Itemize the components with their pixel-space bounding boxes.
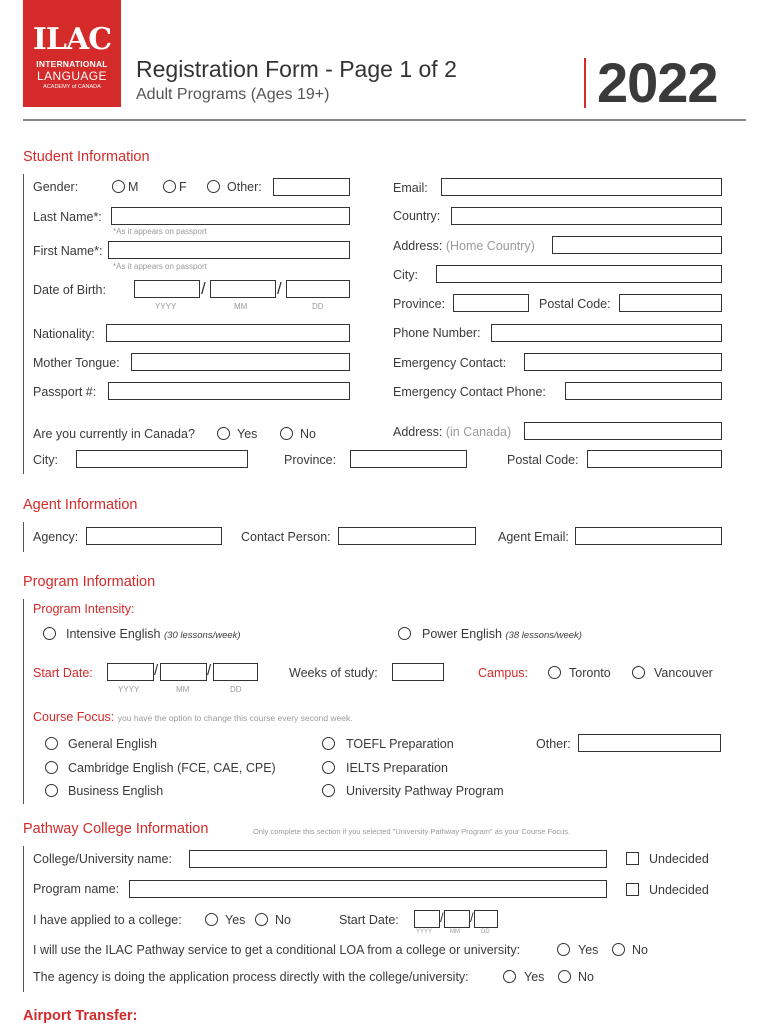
first-name-label: First Name*: (33, 244, 103, 258)
gender-other-label: Other: (227, 180, 262, 194)
pathway-section-line (23, 846, 24, 992)
passport-input[interactable] (108, 382, 350, 400)
pathway-note: Only complete this section if you selected "University Pathway Program" as your Course Focus. (253, 827, 571, 836)
intensive-english-text: Intensive English (66, 627, 161, 641)
cambridge-english-radio[interactable] (45, 761, 58, 774)
campus-label: Campus: (478, 666, 529, 680)
program-section-line (23, 599, 24, 804)
contact-person-input[interactable] (338, 527, 476, 545)
agent-email-label: Agent Email: (498, 530, 569, 544)
page-title: Registration Form - Page 1 of 2 (136, 56, 457, 82)
course-focus-label (33, 710, 353, 724)
power-english-note: (38 lessons/week) (505, 630, 582, 641)
dob-dd-label: DD (312, 302, 324, 311)
agency-direct-no-radio[interactable] (558, 970, 571, 983)
toefl-label: TOEFL Preparation (346, 737, 454, 751)
agency-direct-no-label: No (578, 970, 594, 984)
first-name-input[interactable] (108, 241, 350, 259)
course-focus-text: Course Focus: (33, 710, 115, 724)
logo-line1: INTERNATIONAL (36, 59, 108, 69)
university-pathway-label: University Pathway Program (346, 784, 504, 798)
in-canada-yes-radio[interactable] (217, 427, 230, 440)
ilac-service-no-label: No (632, 943, 648, 957)
canada-address-text: Address: (393, 425, 443, 439)
agent-section-line (23, 522, 24, 552)
last-name-note: *As it appears on passport (113, 227, 207, 236)
course-other-label: Other: (536, 737, 571, 751)
dob-label: Date of Birth: (33, 283, 106, 297)
ilac-service-label: I will use the ILAC Pathway service to get a conditional LOA from a college or university: (33, 943, 521, 957)
agency-direct-yes-radio[interactable] (503, 970, 516, 983)
airport-transfer-heading: Airport Transfer: (23, 1008, 138, 1024)
start-dd-label: DD (230, 685, 242, 694)
weeks-label: Weeks of study: (289, 666, 378, 680)
vancouver-label: Vancouver (654, 666, 713, 680)
power-english-radio[interactable] (398, 627, 411, 640)
gender-other-input[interactable] (273, 178, 350, 196)
gender-f-radio[interactable] (163, 180, 176, 193)
ielts-label: IELTS Preparation (346, 761, 448, 775)
power-english-text: Power English (422, 627, 502, 641)
program-name-input[interactable] (129, 880, 607, 898)
canada-postal-label: Postal Code: (507, 453, 579, 467)
pathway-start-label: Start Date: (339, 913, 399, 927)
dob-day-input[interactable] (286, 280, 350, 298)
vancouver-radio[interactable] (632, 666, 645, 679)
pathway-yyyy: YYYY (416, 929, 433, 935)
passport-label: Passport #: (33, 385, 97, 399)
program-intensity-label: Program Intensity: (33, 602, 135, 616)
canada-postal-input[interactable] (587, 450, 722, 468)
start-slash-2: / (207, 662, 212, 679)
ilac-service-no-radio[interactable] (612, 943, 625, 956)
home-province-input[interactable] (453, 294, 529, 312)
emergency-contact-label: Emergency Contact: (393, 356, 507, 370)
dob-mm-label: MM (234, 302, 248, 311)
gender-m-radio[interactable] (112, 180, 125, 193)
intensive-english-label (66, 627, 241, 641)
logo-mark: ILAC (32, 22, 112, 57)
pathway-start-month[interactable] (444, 910, 470, 928)
home-city-input[interactable] (436, 265, 722, 283)
start-date-label: Start Date: (33, 666, 93, 680)
in-canada-no-radio[interactable] (280, 427, 293, 440)
year: 2022 (597, 51, 718, 114)
applied-no-radio[interactable] (255, 913, 268, 926)
intensive-english-radio[interactable] (43, 627, 56, 640)
start-day-input[interactable] (213, 663, 258, 681)
general-english-radio[interactable] (45, 737, 58, 750)
student-info-heading: Student Information (23, 149, 150, 165)
agency-direct-yes-label: Yes (524, 970, 545, 984)
applied-college-label: I have applied to a college: (33, 913, 182, 927)
pathway-mm: MM (450, 929, 460, 935)
program-info-heading: Program Information (23, 574, 156, 590)
canada-address-input[interactable] (524, 422, 722, 440)
canada-address-label (393, 425, 511, 439)
in-canada-label: Are you currently in Canada? (33, 427, 195, 441)
canada-address-hint: (in Canada) (445, 425, 512, 439)
weeks-input[interactable] (392, 663, 444, 681)
dob-yyyy-label: YYYY (155, 302, 177, 311)
in-canada-yes-label: Yes (237, 427, 258, 441)
ielts-radio[interactable] (322, 761, 335, 774)
phone-input[interactable] (491, 324, 722, 342)
toefl-radio[interactable] (322, 737, 335, 750)
college-name-label: College/University name: (33, 852, 172, 866)
mother-tongue-input[interactable] (131, 353, 350, 371)
ilac-service-yes-label: Yes (578, 943, 599, 957)
country-input[interactable] (451, 207, 722, 225)
last-name-label: Last Name*: (33, 210, 102, 224)
canada-city-label: City: (33, 453, 58, 467)
start-year-input[interactable] (107, 663, 154, 681)
applied-yes-radio[interactable] (205, 913, 218, 926)
general-english-label: General English (68, 737, 157, 751)
home-postal-input[interactable] (619, 294, 722, 312)
nationality-label: Nationality: (33, 327, 95, 341)
header-rule (23, 119, 746, 121)
home-address-input[interactable] (552, 236, 722, 254)
gender-m-label: M (128, 180, 139, 194)
header-divider (584, 58, 586, 108)
canada-province-label: Province: (284, 453, 337, 467)
nationality-input[interactable] (106, 324, 350, 342)
emergency-phone-label: Emergency Contact Phone: (393, 385, 546, 399)
pathway-slash-1: / (440, 910, 444, 925)
email-label: Email: (393, 181, 428, 195)
home-address-hint: (Home Country) (445, 239, 535, 253)
program-undecided-checkbox[interactable] (626, 883, 639, 896)
start-yyyy-label: YYYY (118, 685, 140, 694)
emergency-contact-input[interactable] (524, 353, 722, 371)
start-mm-label: MM (176, 685, 190, 694)
university-pathway-radio[interactable] (322, 784, 335, 797)
pathway-start-day[interactable] (474, 910, 498, 928)
mother-tongue-label: Mother Tongue: (33, 356, 120, 370)
toronto-label: Toronto (569, 666, 611, 680)
gender-f-label: F (179, 180, 187, 194)
gender-label: Gender: (33, 180, 79, 194)
agency-input[interactable] (86, 527, 222, 545)
canada-province-input[interactable] (350, 450, 467, 468)
course-other-input[interactable] (578, 734, 721, 752)
in-canada-no-label: No (300, 427, 316, 441)
logo (23, 0, 121, 107)
intensive-english-note: (30 lessons/week) (164, 630, 241, 641)
agency-label: Agency: (33, 530, 79, 544)
home-city-label: City: (393, 268, 418, 282)
logo-line3: ACADEMY of CANADA (43, 84, 101, 90)
emergency-phone-input[interactable] (565, 382, 722, 400)
toronto-radio[interactable] (548, 666, 561, 679)
applied-yes-label: Yes (225, 913, 246, 927)
ilac-service-yes-radio[interactable] (557, 943, 570, 956)
business-english-radio[interactable] (45, 784, 58, 797)
dob-slash-2: / (277, 279, 282, 298)
pathway-dd: DD (481, 929, 490, 935)
home-address-label (393, 239, 535, 253)
college-name-input[interactable] (189, 850, 607, 868)
logo-line2: LANGUAGE (37, 69, 107, 83)
start-slash-1: / (154, 662, 159, 679)
program-undecided-label: Undecided (649, 883, 709, 897)
home-address-text: Address: (393, 239, 443, 253)
dob-slash-1: / (201, 279, 206, 298)
home-postal-label: Postal Code: (539, 297, 611, 311)
gender-other-radio[interactable] (207, 180, 220, 193)
cambridge-english-label: Cambridge English (FCE, CAE, CPE) (68, 761, 276, 775)
college-undecided-checkbox[interactable] (626, 852, 639, 865)
contact-person-label: Contact Person: (241, 530, 331, 544)
college-undecided-label: Undecided (649, 852, 709, 866)
program-name-label: Program name: (33, 882, 120, 896)
applied-no-label: No (275, 913, 291, 927)
student-section-line (23, 174, 24, 474)
agent-info-heading: Agent Information (23, 497, 138, 513)
first-name-note: *As it appears on passport (113, 262, 207, 271)
page-subtitle: Adult Programs (Ages 19+) (136, 86, 330, 103)
country-label: Country: (393, 209, 441, 223)
business-english-label: Business English (68, 784, 164, 798)
canada-city-input[interactable] (76, 450, 248, 468)
pathway-slash-2: / (470, 910, 474, 925)
dob-month-input[interactable] (210, 280, 276, 298)
pathway-start-year[interactable] (414, 910, 440, 928)
start-month-input[interactable] (160, 663, 207, 681)
pathway-heading: Pathway College Information (23, 821, 209, 837)
power-english-label (422, 627, 582, 641)
phone-label: Phone Number: (393, 326, 481, 340)
email-input[interactable] (441, 178, 722, 196)
course-focus-note: you have the option to change this course every second week. (117, 713, 353, 723)
agent-email-input[interactable] (575, 527, 722, 545)
home-province-label: Province: (393, 297, 446, 311)
agency-direct-label: The agency is doing the application process directly with the college/university: (33, 970, 469, 984)
dob-year-input[interactable] (134, 280, 200, 298)
last-name-input[interactable] (111, 207, 350, 225)
